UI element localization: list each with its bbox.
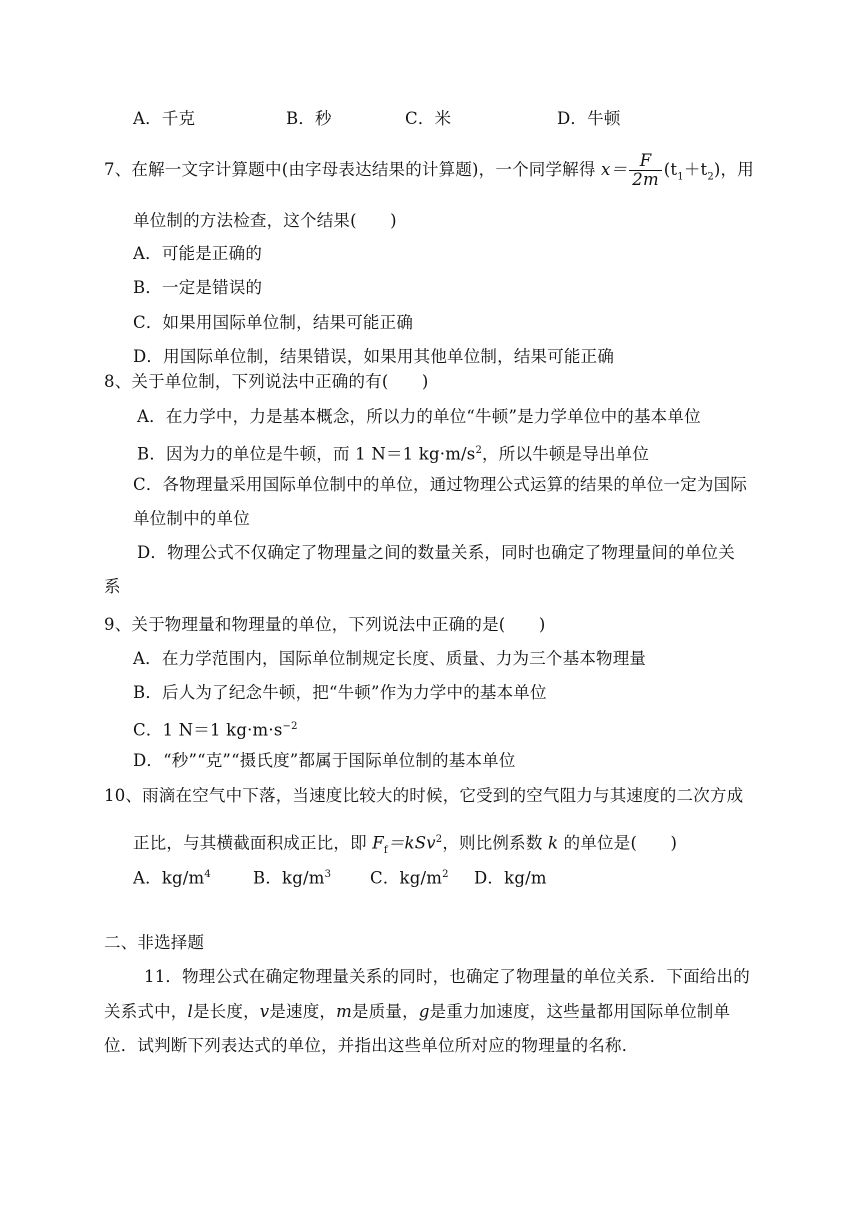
q11-line2-e: 是重力加速度，这些量都用国际单位制单 <box>429 1002 731 1021</box>
q10-stem-line2-pre: 正比，与其横截面积成正比，即 <box>133 833 367 853</box>
q6-option-d: D．牛顿 <box>557 109 621 128</box>
section-title: 二、非选择题 <box>104 933 205 952</box>
q9-option-c-sup: −2 <box>282 721 298 732</box>
q9-option-c <box>133 716 298 742</box>
q11-line1: 11．物理公式在确定物理量关系的同时，也确定了物理量的单位关系．下面给出的 <box>144 967 750 986</box>
q9-option-d: D．“秒”“克”“摄氏度”都属于国际单位制的基本单位 <box>133 751 516 770</box>
q7-formula-rhs-a: (t <box>663 160 678 179</box>
q8-option-c-line1: C．各物理量采用国际单位制中的单位，通过物理公式运算的结果的单位一定为国际 <box>133 475 748 494</box>
q8-option-b-pre: B．因为力的单位是牛顿，而 1 N＝1 kg·m/s <box>137 444 476 464</box>
q10-stem-line2 <box>133 829 677 862</box>
q10-stem-line2-post: ，则比例系数 <box>442 833 543 853</box>
q8-option-a: A．在力学中，力是基本概念，所以力的单位“牛顿”是力学单位中的基本单位 <box>137 407 701 426</box>
q11-line3: 位．试判断下列表达式的单位，并指出这些单位所对应的物理量的名称． <box>104 1036 639 1055</box>
q7-formula-sub2: 2 <box>707 171 714 183</box>
q7-option-c: C．如果用国际单位制，结果可能正确 <box>133 313 414 332</box>
q10-option-a-sup: 4 <box>204 869 211 880</box>
q7-stem-text: 7、在解一文字计算题中(由字母表达结果的计算题)，一个同学解得 <box>104 160 596 179</box>
q8-option-d-line1: D．物理公式不仅确定了物理量之间的数量关系，同时也确定了物理量间的单位关 <box>137 543 735 562</box>
q8-option-b <box>137 440 649 466</box>
q11-line2 <box>104 1001 730 1023</box>
q10-option-a-text: A．kg/m <box>133 868 205 888</box>
q6-option-a: A．千克 <box>133 109 196 128</box>
q7-formula-sub1: 1 <box>677 171 684 183</box>
q8-option-c-line2: 单位制中的单位 <box>133 509 250 528</box>
q10-formula-sup: 2 <box>435 834 443 845</box>
q6-option-c: C．米 <box>405 109 452 128</box>
q10-stem-line1: 10、雨滴在空气中下落，当速度比较大的时候，它受到的空气阻力与其速度的二次方成 <box>104 786 744 805</box>
q9-option-a: A．在力学范围内，国际单位制规定长度、质量、力为三个基本物理量 <box>133 649 647 668</box>
q7-option-a: A．可能是正确的 <box>133 244 263 263</box>
q11-var-g: g <box>418 1002 430 1021</box>
q10-option-b-sup: 3 <box>324 869 332 880</box>
q10-var-k: k <box>547 833 559 853</box>
q10-formula-f: F <box>372 833 384 853</box>
q9-stem: 9、关于物理量和物理量的单位，下列说法中正确的是( ) <box>104 615 546 634</box>
q11-var-v: v <box>259 1002 270 1021</box>
q10-option-d <box>474 864 547 890</box>
q9-option-c-pre: C．1 N＝1 kg·m·s <box>133 720 283 740</box>
q7-formula-fraction <box>629 152 662 189</box>
q6-option-b: B．秒 <box>286 109 332 128</box>
q7-formula-lhs: x＝ <box>601 160 628 179</box>
q7-formula-numerator: F <box>629 152 662 171</box>
q7-option-b: B．一定是错误的 <box>133 278 263 297</box>
q10-stem-line2-end: 的单位是( ) <box>563 833 678 853</box>
q8-option-b-post: ，所以牛顿是导出单位 <box>482 444 650 464</box>
q7-option-d: D．用国际单位制，结果错误，如果用其他单位制，结果可能正确 <box>133 347 615 366</box>
q11-line2-a: 关系式中， <box>104 1002 188 1021</box>
q10-formula-f-sub: f <box>383 844 388 856</box>
q10-option-c-sup: 2 <box>442 869 449 880</box>
q7-formula-rhs-c: )，用 <box>713 160 754 179</box>
q11-line2-c: 是速度， <box>269 1002 337 1021</box>
q10-option-d-text: D．kg/m <box>474 868 547 888</box>
q8-option-b-sup: 2 <box>475 445 483 456</box>
q10-option-a <box>133 864 211 890</box>
q10-option-c <box>370 864 449 890</box>
q7-stem-line2: 单位制的方法检查，这个结果( ) <box>133 211 397 230</box>
q8-option-d-line2: 系 <box>104 577 121 596</box>
q10-option-b <box>253 864 331 890</box>
q8-stem: 8、关于单位制，下列说法中正确的有( ) <box>104 372 429 391</box>
q7-stem <box>104 150 754 197</box>
q11-line2-d: 是质量， <box>352 1002 419 1021</box>
q7-formula-denominator: 2m <box>632 170 659 189</box>
q11-var-l: l <box>187 1002 193 1021</box>
q10-option-c-text: C．kg/m <box>370 868 443 888</box>
q7-formula-rhs-b: ＋t <box>683 160 708 179</box>
q11-line2-b: 是长度， <box>192 1002 260 1021</box>
q10-option-b-text: B．kg/m <box>253 868 325 888</box>
q11-var-m: m <box>336 1002 352 1021</box>
q10-formula-mid: ＝kSv <box>387 833 436 853</box>
q9-option-b: B．后人为了纪念牛顿，把“牛顿”作为力学中的基本单位 <box>133 683 547 702</box>
